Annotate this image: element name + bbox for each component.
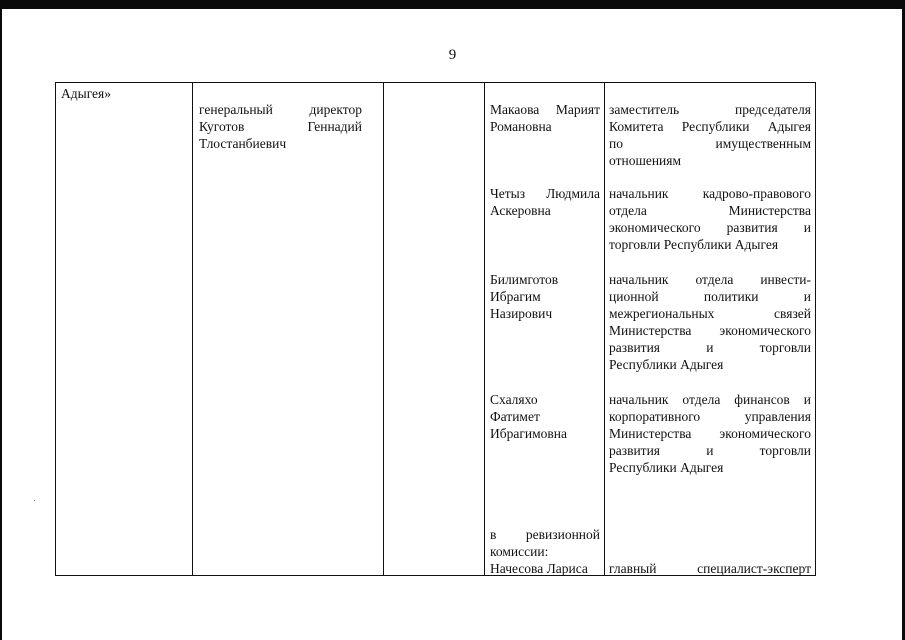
member-position: начальник отдела финансов и корпоративного управления Министерства экономического развития и торговли Республики Адыгея xyxy=(609,392,811,475)
member-position: начальник кадрово-правового отдела Министерства экономического развития и торговли Республики Адыгея xyxy=(609,186,811,252)
director-info xyxy=(199,101,362,152)
member-name: Четыз Людмила Аскеровна xyxy=(490,186,600,218)
scan-border-left xyxy=(0,0,2,640)
member-name: Макаова Марият Романовна xyxy=(490,102,600,134)
scan-speck xyxy=(34,500,35,501)
director-name: Куготов Геннадий xyxy=(199,119,362,134)
column-separator xyxy=(383,83,384,575)
member-name: Билимготов Ибрагим Назирович xyxy=(490,272,559,321)
member-name: Начесова Лариса xyxy=(490,561,588,576)
column-separator xyxy=(604,83,605,575)
document-table xyxy=(55,82,816,576)
page-number: 9 xyxy=(448,47,457,63)
member-position: начальник отдела инвести- ционной политики и межрегиональных связей Министерства экономического развития и торговли Республики Адыгея xyxy=(609,272,811,372)
member-position: главный специалист-эксперт xyxy=(609,561,811,576)
director-patronymic: Тлостанбиевич xyxy=(199,136,287,151)
organization-name-fragment: Адыгея» xyxy=(61,86,111,101)
column-separator xyxy=(484,83,485,575)
column-separator xyxy=(192,83,193,575)
revision-commission-heading: в ревизионной комиссии: xyxy=(490,527,600,559)
member-name: Схаляхо Фатимет Ибрагимовна xyxy=(490,392,568,441)
member-position: заместитель председателя Комитета Республики Адыгея по имущественным отношениям xyxy=(609,102,811,168)
director-title: генеральный директор xyxy=(199,102,362,117)
scan-border-top xyxy=(0,0,905,9)
